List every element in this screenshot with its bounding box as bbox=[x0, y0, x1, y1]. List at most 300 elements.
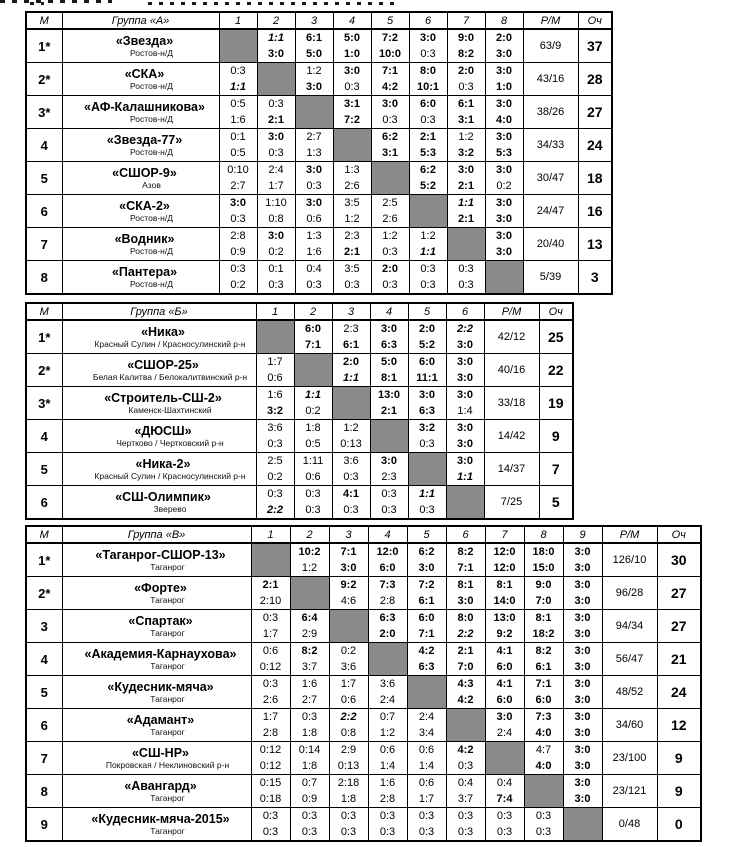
score-top: 3:5 bbox=[344, 263, 360, 275]
score-bottom: 4:6 bbox=[340, 595, 357, 607]
diagonal-cell bbox=[485, 742, 524, 775]
col-header-points: Оч bbox=[578, 12, 612, 29]
score-top: 0:3 bbox=[457, 810, 474, 822]
points-cell: 16 bbox=[578, 195, 612, 228]
score-bottom: 0:2 bbox=[267, 471, 283, 483]
points-cell: 30 bbox=[657, 543, 701, 577]
team-name: «Кудесник-мяча-2015» bbox=[91, 811, 230, 826]
team-name: «АФ-Калашникова» bbox=[84, 99, 205, 114]
score-bottom: 3:0 bbox=[457, 372, 473, 384]
score-cell bbox=[333, 96, 371, 129]
score-bottom: 6:1 bbox=[418, 595, 435, 607]
place-cell: 4 bbox=[26, 129, 62, 162]
score-top: 0:15 bbox=[259, 777, 282, 789]
col-header-6: 6 bbox=[446, 526, 485, 543]
col-header-points: Оч bbox=[657, 526, 701, 543]
team-row bbox=[26, 486, 573, 520]
col-header-5: 5 bbox=[371, 12, 409, 29]
ratio-cell: 48/52 bbox=[602, 676, 657, 709]
score-cell bbox=[446, 676, 485, 709]
score-cell bbox=[447, 195, 485, 228]
score-top: 6:0 bbox=[420, 98, 436, 110]
score-cell bbox=[485, 709, 524, 742]
score-bottom: 3:0 bbox=[574, 760, 591, 772]
team-cell bbox=[62, 96, 219, 129]
score-bottom: 1:1 bbox=[457, 471, 473, 483]
score-cell bbox=[251, 577, 290, 610]
score-bottom: 2:8 bbox=[379, 595, 396, 607]
team-cell bbox=[62, 742, 251, 775]
score-top: 3:0 bbox=[574, 645, 591, 657]
score-cell bbox=[524, 543, 563, 577]
score-cell bbox=[256, 387, 294, 420]
score-top: 3:0 bbox=[457, 455, 473, 467]
score-bottom: 3:7 bbox=[457, 793, 474, 805]
score-top: 8:0 bbox=[457, 612, 474, 624]
score-bottom: 3:0 bbox=[574, 661, 591, 673]
col-header-place: М bbox=[26, 303, 62, 320]
score-bottom: 8:2 bbox=[458, 48, 474, 60]
score-top: 2:1 bbox=[457, 645, 474, 657]
score-bottom: 2:0 bbox=[379, 628, 396, 640]
team-name: «Звезда-77» bbox=[106, 132, 183, 147]
score-bottom: 0:3 bbox=[457, 760, 474, 772]
score-bottom: 1:4 bbox=[418, 760, 435, 772]
col-header-8: 8 bbox=[485, 12, 523, 29]
score-top: 0:3 bbox=[420, 263, 436, 275]
col-header-2: 2 bbox=[257, 12, 295, 29]
place-cell: 4 bbox=[26, 420, 62, 453]
score-cell bbox=[332, 486, 370, 520]
score-bottom: 2:3 bbox=[381, 471, 397, 483]
score-cell bbox=[256, 486, 294, 520]
score-bottom: 3:0 bbox=[574, 628, 591, 640]
score-cell bbox=[409, 162, 447, 195]
score-cell bbox=[368, 543, 407, 577]
score-top: 2:1 bbox=[262, 579, 279, 591]
score-bottom: 5:3 bbox=[420, 147, 436, 159]
diagonal-cell bbox=[256, 320, 294, 354]
cropped-text-fragment-top-left bbox=[30, 2, 44, 5]
score-bottom: 1:1 bbox=[420, 246, 436, 258]
team-name: «Строитель-СШ-2» bbox=[104, 390, 222, 405]
ratio-cell: 23/100 bbox=[602, 742, 657, 775]
ratio-cell: 42/12 bbox=[484, 320, 539, 354]
score-bottom: 2:10 bbox=[259, 595, 282, 607]
score-bottom: 7:1 bbox=[457, 562, 474, 574]
score-bottom: 5:3 bbox=[496, 147, 512, 159]
score-cell bbox=[290, 808, 329, 842]
score-bottom: 2:9 bbox=[301, 628, 318, 640]
points-cell: 18 bbox=[578, 162, 612, 195]
score-cell bbox=[295, 63, 333, 96]
diagonal-cell bbox=[290, 577, 329, 610]
score-cell bbox=[485, 808, 524, 842]
col-header-6: 6 bbox=[446, 303, 484, 320]
score-top: 2:4 bbox=[418, 711, 435, 723]
score-top: 4:1 bbox=[496, 678, 513, 690]
score-bottom: 6:3 bbox=[419, 405, 435, 417]
score-top: 2:3 bbox=[343, 323, 359, 335]
team-cell bbox=[62, 162, 219, 195]
score-bottom: 7:2 bbox=[344, 114, 360, 126]
score-bottom: 3:0 bbox=[457, 438, 473, 450]
diagonal-cell bbox=[524, 775, 563, 808]
score-top: 2:0 bbox=[496, 32, 512, 44]
score-top: 1:7 bbox=[340, 678, 357, 690]
score-cell bbox=[257, 162, 295, 195]
score-cell bbox=[290, 610, 329, 643]
cropped-text-fragment-top bbox=[148, 2, 396, 5]
score-top: 0:3 bbox=[340, 810, 357, 822]
ratio-cell: 20/40 bbox=[523, 228, 578, 261]
score-top: 3:6 bbox=[379, 678, 396, 690]
score-bottom: 5:0 bbox=[306, 48, 322, 60]
team-name: «Кудесник-мяча» bbox=[107, 679, 214, 694]
score-cell bbox=[294, 486, 332, 520]
score-top: 4:7 bbox=[535, 744, 552, 756]
team-name: «Ника-2» bbox=[135, 456, 191, 471]
score-bottom: 3:0 bbox=[418, 562, 435, 574]
score-bottom: 0:3 bbox=[496, 826, 513, 838]
score-cell bbox=[446, 577, 485, 610]
score-top: 2:5 bbox=[267, 455, 283, 467]
score-cell bbox=[407, 709, 446, 742]
team-city: Ростов-н/Д bbox=[130, 80, 173, 91]
score-cell bbox=[446, 420, 484, 453]
score-top: 0:6 bbox=[418, 744, 435, 756]
score-bottom: 0:3 bbox=[230, 213, 246, 225]
score-bottom: 1:7 bbox=[418, 793, 435, 805]
team-row bbox=[26, 610, 701, 643]
team-row bbox=[26, 63, 612, 96]
score-bottom: 2:4 bbox=[496, 727, 513, 739]
score-top: 6:2 bbox=[382, 131, 398, 143]
header-row bbox=[26, 526, 701, 543]
score-cell bbox=[407, 577, 446, 610]
points-cell: 9 bbox=[657, 742, 701, 775]
score-cell bbox=[485, 610, 524, 643]
score-cell bbox=[371, 228, 409, 261]
score-top: 4:1 bbox=[343, 488, 359, 500]
score-cell bbox=[446, 742, 485, 775]
score-bottom: 0:8 bbox=[268, 213, 284, 225]
score-bottom: 0:6 bbox=[306, 213, 322, 225]
score-bottom: 4:0 bbox=[535, 727, 552, 739]
score-bottom: 6:0 bbox=[535, 694, 552, 706]
score-top: 2:7 bbox=[306, 131, 322, 143]
col-header-1: 1 bbox=[219, 12, 257, 29]
team-row bbox=[26, 261, 612, 295]
team-row bbox=[26, 742, 701, 775]
diagonal-cell bbox=[251, 543, 290, 577]
score-top: 5:0 bbox=[344, 32, 360, 44]
team-city: Азов bbox=[142, 179, 161, 190]
score-bottom: 3:0 bbox=[306, 81, 322, 93]
score-cell bbox=[295, 228, 333, 261]
team-name: «СШОР-25» bbox=[127, 357, 199, 372]
score-bottom: 0:3 bbox=[343, 471, 359, 483]
score-bottom: 6:3 bbox=[418, 661, 435, 673]
team-name: «Звезда» bbox=[115, 33, 174, 48]
team-row bbox=[26, 195, 612, 228]
score-top: 0:1 bbox=[268, 263, 284, 275]
score-cell bbox=[370, 486, 408, 520]
score-bottom: 2:8 bbox=[262, 727, 279, 739]
score-top: 7:3 bbox=[535, 711, 552, 723]
team-cell bbox=[62, 354, 256, 387]
ratio-cell: 63/9 bbox=[523, 29, 578, 63]
score-cell bbox=[329, 643, 368, 676]
score-bottom: 0:3 bbox=[535, 826, 552, 838]
score-cell bbox=[485, 96, 523, 129]
score-bottom: 6:1 bbox=[343, 339, 359, 351]
points-cell: 27 bbox=[578, 96, 612, 129]
score-bottom: 1:0 bbox=[496, 81, 512, 93]
score-cell bbox=[524, 643, 563, 676]
score-top: 2:18 bbox=[337, 777, 360, 789]
score-bottom: 0:3 bbox=[305, 504, 321, 516]
score-top: 0:3 bbox=[379, 810, 396, 822]
team-row bbox=[26, 543, 701, 577]
score-bottom: 4:0 bbox=[535, 760, 552, 772]
score-top: 3:0 bbox=[496, 98, 512, 110]
score-bottom: 10:0 bbox=[378, 48, 402, 60]
team-city: Покровская / Неклиновский р-н bbox=[105, 759, 230, 770]
score-cell bbox=[524, 610, 563, 643]
score-cell bbox=[295, 195, 333, 228]
team-city: Таганрог bbox=[150, 792, 185, 803]
score-cell bbox=[409, 96, 447, 129]
score-cell bbox=[447, 162, 485, 195]
score-bottom: 1:2 bbox=[344, 213, 360, 225]
score-cell bbox=[329, 742, 368, 775]
score-cell bbox=[295, 162, 333, 195]
score-cell bbox=[368, 709, 407, 742]
score-top: 8:2 bbox=[301, 645, 318, 657]
place-cell: 3* bbox=[26, 387, 62, 420]
team-city: Таганрог bbox=[150, 693, 185, 704]
score-bottom: 1:8 bbox=[301, 760, 318, 772]
score-bottom: 2:2 bbox=[267, 504, 283, 516]
score-top: 0:3 bbox=[305, 488, 321, 500]
score-top: 12:0 bbox=[493, 546, 516, 558]
ratio-cell: 126/10 bbox=[602, 543, 657, 577]
col-header-3: 3 bbox=[295, 12, 333, 29]
diagonal-cell bbox=[370, 420, 408, 453]
score-cell bbox=[294, 420, 332, 453]
score-bottom: 3:0 bbox=[457, 595, 474, 607]
score-bottom: 18:2 bbox=[532, 628, 555, 640]
score-bottom: 2:1 bbox=[458, 180, 474, 192]
col-header-2: 2 bbox=[290, 526, 329, 543]
header-row bbox=[26, 12, 612, 29]
score-cell bbox=[485, 228, 523, 261]
diagonal-cell bbox=[257, 63, 295, 96]
score-cell bbox=[251, 709, 290, 742]
team-city: Ростов-н/Д bbox=[130, 146, 173, 157]
score-cell bbox=[257, 29, 295, 63]
team-cell bbox=[62, 775, 251, 808]
group-title: Группа «А» bbox=[62, 12, 219, 29]
score-top: 0:3 bbox=[262, 810, 279, 822]
score-top: 3:0 bbox=[230, 197, 246, 209]
place-cell: 6 bbox=[26, 709, 62, 742]
score-cell bbox=[290, 676, 329, 709]
col-header-1: 1 bbox=[251, 526, 290, 543]
score-cell bbox=[524, 808, 563, 842]
score-bottom: 3:0 bbox=[574, 562, 591, 574]
place-cell: 2* bbox=[26, 63, 62, 96]
score-bottom: 0:3 bbox=[301, 826, 318, 838]
place-cell: 6 bbox=[26, 486, 62, 520]
team-city: Таганрог bbox=[150, 825, 185, 836]
team-row bbox=[26, 29, 612, 63]
team-city: Красный Сулин / Красносулинский р-н bbox=[94, 470, 246, 481]
points-cell: 24 bbox=[657, 676, 701, 709]
score-cell bbox=[333, 261, 371, 295]
score-cell bbox=[294, 387, 332, 420]
col-header-3: 3 bbox=[329, 526, 368, 543]
score-top: 0:3 bbox=[458, 263, 474, 275]
diagonal-cell bbox=[485, 261, 523, 295]
score-top: 0:6 bbox=[262, 645, 279, 657]
score-bottom: 0:9 bbox=[230, 246, 246, 258]
team-city: Таганрог bbox=[150, 594, 185, 605]
score-top: 1:8 bbox=[305, 422, 321, 434]
team-name: «Академия-Карнаухова» bbox=[84, 646, 237, 661]
score-cell bbox=[485, 676, 524, 709]
score-top: 3:2 bbox=[419, 422, 435, 434]
points-cell: 27 bbox=[657, 577, 701, 610]
col-header-6: 6 bbox=[409, 12, 447, 29]
team-cell bbox=[62, 453, 256, 486]
score-bottom: 2:6 bbox=[382, 213, 398, 225]
col-header-5: 5 bbox=[407, 526, 446, 543]
score-top: 3:0 bbox=[574, 777, 591, 789]
score-bottom: 3:0 bbox=[496, 48, 512, 60]
score-top: 3:0 bbox=[496, 197, 512, 209]
team-cell bbox=[62, 610, 251, 643]
score-bottom: 1:2 bbox=[301, 562, 318, 574]
score-bottom: 0:3 bbox=[458, 279, 474, 291]
score-bottom: 0:5 bbox=[305, 438, 321, 450]
score-cell bbox=[329, 709, 368, 742]
score-top: 2:4 bbox=[268, 164, 284, 176]
score-bottom: 3:0 bbox=[457, 339, 473, 351]
team-name: «Авангард» bbox=[124, 778, 197, 793]
score-cell bbox=[368, 577, 407, 610]
score-bottom: 0:3 bbox=[457, 826, 474, 838]
score-cell bbox=[295, 29, 333, 63]
diagonal-cell bbox=[333, 129, 371, 162]
points-cell: 13 bbox=[578, 228, 612, 261]
score-bottom: 12:0 bbox=[493, 562, 516, 574]
team-city: Ростов-н/Д bbox=[130, 245, 173, 256]
score-top: 3:0 bbox=[496, 230, 512, 242]
score-cell bbox=[408, 387, 446, 420]
score-bottom: 0:3 bbox=[306, 279, 322, 291]
group-title: Группа «Б» bbox=[62, 303, 256, 320]
score-top: 4:1 bbox=[496, 645, 513, 657]
ratio-cell: 23/121 bbox=[602, 775, 657, 808]
score-top: 18:0 bbox=[532, 546, 555, 558]
score-bottom: 0:6 bbox=[305, 471, 321, 483]
ratio-cell: 14/37 bbox=[484, 453, 539, 486]
score-cell bbox=[219, 228, 257, 261]
score-top: 1:7 bbox=[262, 711, 279, 723]
place-cell: 2* bbox=[26, 577, 62, 610]
team-row bbox=[26, 775, 701, 808]
score-cell bbox=[251, 643, 290, 676]
group-v-table bbox=[25, 525, 702, 842]
score-cell bbox=[371, 261, 409, 295]
score-bottom: 4:2 bbox=[382, 81, 398, 93]
score-top: 3:0 bbox=[457, 356, 473, 368]
col-header-5: 5 bbox=[408, 303, 446, 320]
col-header-3: 3 bbox=[332, 303, 370, 320]
score-bottom: 1:0 bbox=[344, 48, 360, 60]
score-cell bbox=[563, 775, 602, 808]
score-cell bbox=[446, 543, 485, 577]
score-cell bbox=[485, 29, 523, 63]
score-bottom: 0:2 bbox=[230, 279, 246, 291]
score-cell bbox=[447, 261, 485, 295]
score-cell bbox=[563, 543, 602, 577]
score-top: 0:6 bbox=[418, 777, 435, 789]
score-top: 0:3 bbox=[301, 711, 318, 723]
score-cell bbox=[368, 610, 407, 643]
score-bottom: 3:0 bbox=[496, 213, 512, 225]
team-name: «СШ-Олимпик» bbox=[115, 489, 211, 504]
score-cell bbox=[409, 129, 447, 162]
score-top: 0:1 bbox=[230, 131, 246, 143]
team-cell bbox=[62, 195, 219, 228]
score-cell bbox=[409, 63, 447, 96]
score-bottom: 1:8 bbox=[301, 727, 318, 739]
score-bottom: 3:0 bbox=[574, 727, 591, 739]
team-cell bbox=[62, 320, 256, 354]
diagonal-cell bbox=[371, 162, 409, 195]
place-cell: 3 bbox=[26, 610, 62, 643]
score-cell bbox=[371, 29, 409, 63]
score-top: 1:1 bbox=[419, 488, 435, 500]
diagonal-cell bbox=[446, 709, 485, 742]
score-cell bbox=[485, 63, 523, 96]
score-cell bbox=[329, 775, 368, 808]
team-name: «СШ-НР» bbox=[131, 745, 190, 760]
place-cell: 5 bbox=[26, 453, 62, 486]
score-top: 8:2 bbox=[457, 546, 474, 558]
score-bottom: 1:1 bbox=[343, 372, 359, 384]
score-cell bbox=[407, 742, 446, 775]
diagonal-cell bbox=[219, 29, 257, 63]
place-cell: 7 bbox=[26, 228, 62, 261]
team-row bbox=[26, 643, 701, 676]
score-top: 3:0 bbox=[419, 389, 435, 401]
score-cell bbox=[290, 543, 329, 577]
score-bottom: 0:8 bbox=[340, 727, 357, 739]
team-row bbox=[26, 96, 612, 129]
points-cell: 9 bbox=[657, 775, 701, 808]
score-cell bbox=[563, 709, 602, 742]
score-top: 8:1 bbox=[496, 579, 513, 591]
score-cell bbox=[257, 96, 295, 129]
score-cell bbox=[290, 775, 329, 808]
score-cell bbox=[251, 610, 290, 643]
score-cell bbox=[408, 320, 446, 354]
score-bottom: 0:3 bbox=[267, 438, 283, 450]
